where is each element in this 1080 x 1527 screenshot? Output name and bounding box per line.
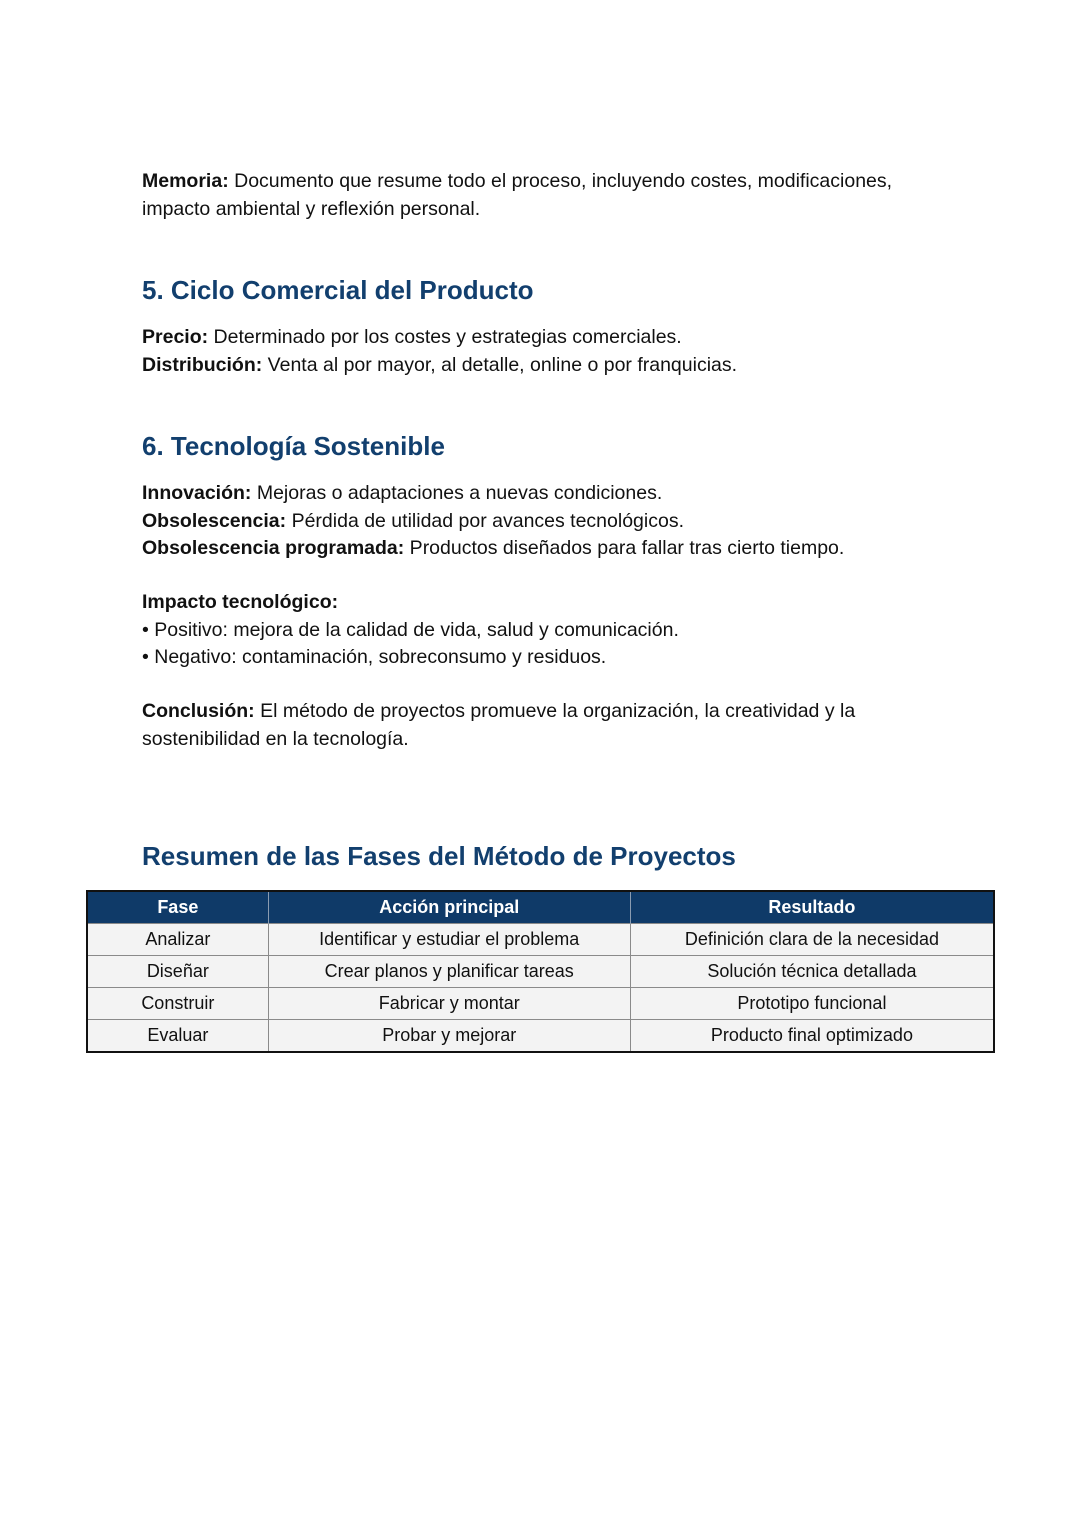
programada-label: Obsolescencia programada: — [142, 537, 405, 559]
innovacion-label: Innovación: — [142, 482, 252, 504]
cell-accion: Fabricar y montar — [268, 988, 630, 1020]
section5-heading: 5. Ciclo Comercial del Producto — [142, 275, 534, 305]
memoria-label: Memoria: — [142, 170, 229, 192]
memoria-line2: impacto ambiental y reflexión personal. — [142, 197, 481, 220]
cell-fase: Diseñar — [87, 956, 268, 988]
impacto-label: Impacto tecnológico: — [142, 591, 339, 613]
table-row — [87, 988, 994, 1020]
conclusion-label: Conclusión: — [142, 700, 255, 722]
programada-text: Productos diseñados para fallar tras cierto tiempo. — [404, 537, 845, 559]
impacto-paragraph — [142, 589, 679, 672]
distribucion-label: Distribución: — [142, 353, 263, 376]
summary-table — [86, 890, 995, 1053]
conclusion-paragraph — [142, 698, 855, 753]
section5-paragraph — [142, 324, 737, 379]
cell-fase: Evaluar — [87, 1020, 268, 1053]
impacto-positivo: • Positivo: mejora de la calidad de vida, salud y comunicación. — [142, 618, 679, 641]
section6-heading: 6. Tecnología Sostenible — [142, 431, 445, 461]
precio-label: Precio: — [142, 326, 209, 348]
innovacion-text: Mejoras o adaptaciones a nuevas condiciones. — [251, 482, 663, 504]
memoria-line1: Documento que resume todo el proceso, incluyendo costes, modificaciones, — [228, 170, 893, 192]
header-accion: Acción principal — [268, 891, 630, 924]
memoria-paragraph — [142, 168, 892, 223]
table-row — [87, 956, 994, 988]
cell-accion: Probar y mejorar — [268, 1020, 630, 1053]
table-row — [87, 1020, 994, 1053]
cell-fase: Construir — [87, 988, 268, 1020]
impacto-negativo: • Negativo: contaminación, sobreconsumo y residuos. — [142, 646, 607, 668]
summary-heading: Resumen de las Fases del Método de Proyectos — [142, 841, 736, 871]
obsolescencia-label: Obsolescencia: — [142, 509, 287, 532]
distribucion-text: Venta al por mayor, al detalle, online o por franquicias. — [262, 353, 738, 376]
obsolescencia-text: Pérdida de utilidad por avances tecnológicos. — [286, 509, 684, 532]
header-fase: Fase — [87, 891, 268, 924]
cell-fase: Analizar — [87, 924, 268, 956]
precio-text: Determinado por los costes y estrategias comerciales. — [208, 326, 682, 348]
cell-resultado: Producto final optimizado — [630, 1020, 994, 1053]
cell-resultado: Definición clara de la necesidad — [630, 924, 994, 956]
table-header-row — [87, 891, 994, 924]
conclusion-line2: sostenibilidad en la tecnología. — [142, 727, 409, 750]
cell-accion: Crear planos y planificar tareas — [268, 956, 630, 988]
cell-resultado: Prototipo funcional — [630, 988, 994, 1020]
cell-resultado: Solución técnica detallada — [630, 956, 994, 988]
cell-accion: Identificar y estudiar el problema — [268, 924, 630, 956]
header-resultado: Resultado — [630, 891, 994, 924]
section6-definitions — [142, 480, 844, 563]
table-row — [87, 924, 994, 956]
conclusion-line1: El método de proyectos promueve la organización, la creatividad y la — [254, 700, 856, 722]
